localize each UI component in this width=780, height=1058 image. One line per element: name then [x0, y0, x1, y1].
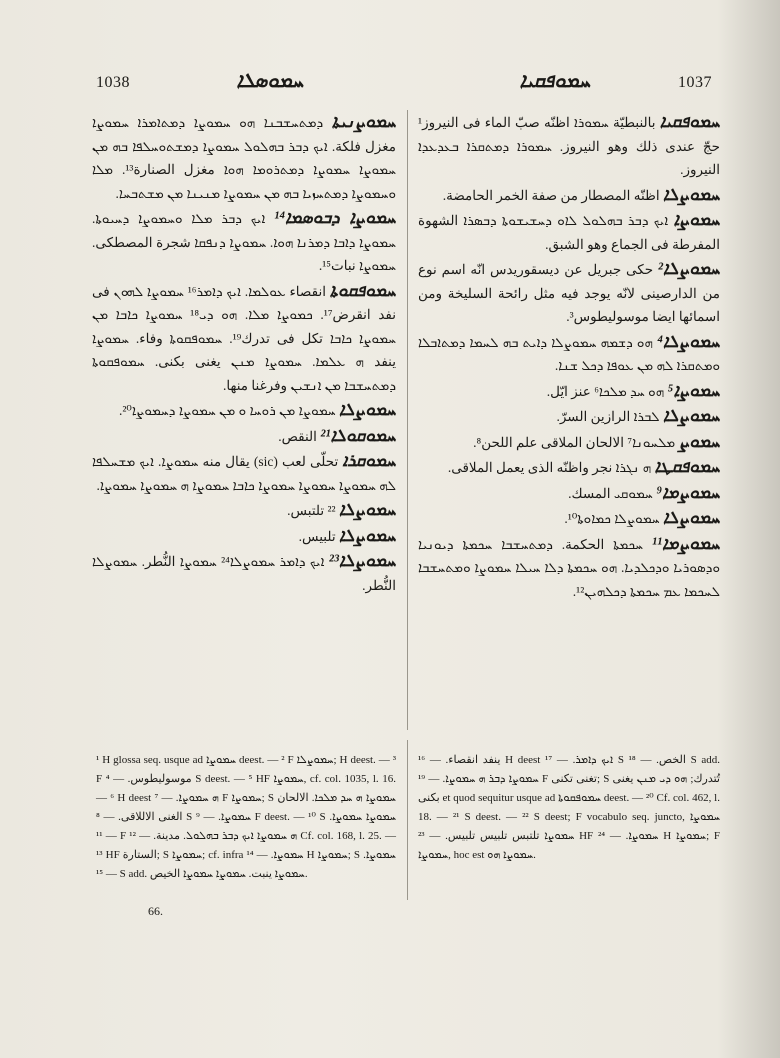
dictionary-entry: [418, 110, 720, 182]
dictionary-entry: [418, 506, 720, 531]
entry-headword: ܚܡܘܨܠܐ²³: [328, 551, 396, 570]
footnote-block: ¹ H glossa seq. usque ad ܚܡܘܨܐ deest. — ² F ܚܡܘܨܠܐ; H deest. — ³ F موسوليطوس. — ⁴ S deest. — ⁵ HF ܚܡܘܨܐ, cf. col. 1035, l. 16. — ⁶ H deest ܗ ܚܡܘܨܐ. — ⁷ F ܚܡܘܨܐ; S ܚܡܘܨܐ ܗ ܚܕ ܡܠܟܐ. الالحان الغنى الاللاقى. — ⁸ S ܚܡܘܨܐ. — ⁹ F deest. — ¹⁰ S ܚܡܘܨܐ ܚܡܘܨܐ. — ¹¹ F ܗ ܚܡܘܨܐ ܐܝܟ ܕܒܪ ܒܗܠܘܠ. مدينة. — ¹² Cf. col. 168, l. 25. — ¹³ HF الستارة; S ܚܡܘܨܐ; cf. infra ܚܡܘܨܐ. — ¹⁴ H ܚܡܘܨܐ; S ܚܡܘܨܐ. — ¹⁵ S add. ܚܡܘܨܐ ينبت. ܚܡܘܨܐ ܚܡܘܨܐ الخيص.: [96, 754, 397, 880]
entry-headword: ܚܡܘܩܪܐ: [342, 451, 396, 470]
dictionary-entry: [418, 183, 720, 208]
right-column: [418, 110, 720, 604]
right-running-head: ܚܡܘܦܩܝܐ: [519, 70, 591, 92]
dictionary-entry: [92, 498, 396, 523]
dictionary-entry: [418, 455, 720, 480]
entry-text: حكى جبريل عن ديسقوريدس انّه اسم نوع من الدارصينى لانّه يوجد فيه مثل رائحة السليخة ومن اسمائها ايضا موسوليطوس³.: [418, 262, 720, 324]
left-running-head: ܚܡܘܣܠܐ: [236, 70, 304, 92]
page-header: [0, 70, 780, 100]
entry-text: ܐܝܟ ܕܒܪ ܒܗܠܘܠ ܠܐܘ ܕܚܫܝܫܘܬܐ ܕܒܣܪܐ الشهوة المفرطة فى الجماع وهو الشبق.: [418, 213, 720, 252]
left-page-number: 1038: [96, 74, 130, 91]
entry-text: ܗ ܢܓܪܐ نجر واظنّه الذى يعمل الملاقى.: [447, 460, 652, 475]
dictionary-entry: [418, 404, 720, 429]
column-divider: [407, 110, 408, 730]
entry-text: انقصاء ܥܘܠܡܐ. ܐܝܟ ܕܐܡܪ¹⁶ ܚܡܘܨܐ ܠܗܘܢ فى نفد انقرض¹⁷. ܟܡܘܨܐ ܡܠܐ. ܗܘ ܕܝ¹⁸ ܚܡܘܨܐ ܟܐܒܐ ܡܢ ܚܡܘܨܐ ܟܐܒܐ تكل فى تدرك¹⁹. ܚܡܘܦܩܘܬܐ وفاء. ܚܡܘܨܐ ينفد ܗ ܥܠܡܐ. ܚܡܘܨܐ ܡܢܢ يغنى بكنى. ܚܡܘܦܩܘܬܐ ܕܡܬܚܫܒܐ ܡܢ ܐܢܫܝܢ وفرغنا منها.: [92, 283, 396, 393]
entry-headword: ܚܡܘܨܠܐ: [662, 508, 720, 527]
entry-headword: ܚܡܘܨܠܐ: [662, 184, 720, 204]
entry-headword: ܚܡܘܨܠܐ: [338, 500, 396, 519]
footnotes-left: [96, 740, 396, 895]
signature-mark: 66.: [148, 904, 163, 918]
footnote-block: ينفد انقصاء. — ¹⁶ H deest ܐܝܟ ܕܐܡܪ. — ¹⁷ S الخص. — ¹⁸ S add. ܚܡܘܨܐ ܕܒܪ ܗ ܚܡܘܨܐ. — ¹⁹ F تغنى تكنى; S تُتدرك; ܗܘ ܕܝ ܡܢܢ يغنى بكنى et quod sequitur usque ad ܚܡܘܦܩܘܬܐ deest. — ²⁰ Cf. col. 462, l. 18. — ²¹ S deest. — ²² S deest; F vocabulo seq. juncto, ܚܡܘܨܐ ܚܡܘܨܐ تلتبس تلبيس تلبيس. — ²³ HF ܚܡܘܨܐ. — ²⁴ H ܚܡܘܨܐ; F ܚܡܘܨܐ, hoc est ܚܡܘܨܐ ܗܘ.: [418, 754, 721, 861]
entry-text: ܐܝܟ ܕܐܡܪ ܚܡܘܨܠܐ²⁴ ܚܡܘܨܐ النُّطر. ܚܡܘܨܠܐ النُّطر.: [92, 554, 396, 593]
entry-headword: ܚܡܘܨܢܝܬܐ: [331, 112, 397, 131]
dictionary-entry: [92, 206, 396, 278]
entry-text: بالنبطيّة ܚܡܘܪܐ اظنّه صبّ الماء فى النيروز¹ حجّ عندى ذلك وهو النيروز. ܚܡܘܪܐ ܕܡܬܩܪܐ ܒܥܕܥܕܐ النيروز.: [418, 115, 720, 177]
dictionary-entry: [418, 257, 720, 329]
entry-headword: ܚܡܘܨܠܐ: [662, 406, 720, 425]
right-page-number: 1037: [678, 74, 712, 91]
entry-text: ܚܡܘܨܐ ܡܢ ܪܘܚܐ ܘ ܡܢ ܚܡܘܨܐ ܕܚܡܘܨܐ²⁰.: [118, 403, 336, 418]
dictionary-entry: [92, 424, 396, 449]
footnotes-right: [418, 740, 720, 876]
entry-text: ܕܡܬܚܫܒܢܐ ܗܘ ܚܡܘܨܐ ܕܡܬܐܡܪܐ ܚܡܘܨܐ مغزل فلكة. ܐܝܟ ܕܒܪ ܒܗܠܘܠ ܚܡܘܨܐ ܕܡܫܬܘܚܠܦܐ ܒܗ ܡܢ ܚܡܘܨܐ ܚܡܘܨܐ ܕܡܬܪܘܡܐ ܗܘܐ مغزل الصنارة¹³. ܡܠܐ ܘܚܡܘܨܐ ܕܡܬܚܙܝܐ ܒܗ ܡܢ ܚܡܘܨܐ ܡܢܝܢܐ ܡܢ ܡܫܬܒܚܐ.: [92, 115, 396, 201]
dictionary-entry: [418, 208, 720, 256]
entry-text: ܡܠܚܘܢܐ⁷ الالحان الملاقى علم اللحن⁸.: [473, 434, 676, 450]
dictionary-entry: [418, 330, 720, 378]
entry-headword: ܚܡܘܨ: [678, 431, 720, 451]
entry-text: تلبيس.: [298, 528, 336, 544]
dictionary-entry: [92, 449, 396, 497]
dictionary-entry: [92, 524, 396, 549]
dictionary-entry: [92, 279, 396, 398]
entry-text: ܚܡܘܨܠܐ ܟܡܐܘܬܐ¹⁰.: [564, 511, 660, 526]
left-column: [92, 110, 396, 598]
dictionary-entry: [418, 532, 720, 604]
entry-headword: ܚܡܘܦܩܝܐ: [659, 112, 720, 131]
dictionary-entry: [92, 110, 396, 205]
entry-headword: ܚܡܘܨܠܐ: [338, 525, 396, 545]
footnote-divider: [407, 740, 408, 900]
entry-text: ܚܡܘܩܝ المسك.: [568, 485, 653, 501]
dictionary-entry: [418, 481, 720, 506]
entry-headword: ܚܡܘܨܐ: [673, 210, 720, 229]
entry-text: النقص.: [278, 428, 317, 444]
entry-headword: ܚܡܘܦܩܘܬܐ: [329, 280, 396, 300]
entry-headword: ܚܡܘܨܡܐ⁹: [656, 482, 720, 502]
dictionary-entry: [418, 430, 720, 455]
dictionary-entry: [92, 549, 396, 597]
entry-text: اظنّه المصطار من صفة الخمر الحامضة.: [442, 187, 660, 203]
entry-headword: ܚܡܘܨܡܐ¹¹: [651, 533, 720, 553]
dictionary-entry: [92, 398, 396, 423]
entry-text: ܠܒܪܐ الرازين السرّ.: [556, 409, 660, 424]
entry-text: ܗܘ ܕܫܡܗ ܚܡܘܨܠܐ ܕܐܝܬ ܒܗ ܠܚܡܐ ܕܡܬܐܒܠܐ ܘܡܬܩܪܐ ܠܗ ܡܢ ܥܘܦܐ ܕܟܠ ܫܢܐ.: [418, 334, 720, 373]
entry-headword: ܚܡܘܦܩܛܐ: [654, 457, 720, 476]
entry-text: ܐܝܟ ܕܒܪ ܡܠܐ ܘܚܡܘܨܐ ܕܚܝܘܬܐ. ܚܡܘܨܐ ܕܐܒܐ ܕܡܪܢܐ ܗܘܐ. ܚܡܘܨܐ ܕܢܦܩܐ شجرة المصطكى. ܚܡܘܨܐ نبات¹⁵.: [92, 211, 396, 273]
entry-headword: ܚܡܘܨܐ⁵: [667, 380, 720, 400]
entry-text: ²² تلتبس.: [287, 503, 336, 518]
entry-headword: ܚܡܘܨܠܐ⁴: [657, 331, 720, 351]
entry-headword: ܚܡܘܨܠܐ²: [657, 259, 721, 278]
entry-headword: ܚܡܘܩܘܠܐ²¹: [320, 425, 396, 445]
entry-text: ܚܟܡܬܐ الحكمة. ܕܡܬܚܫܒܐ ܚܟܡܬܐ ܕܝܘܢܝܐ ܘܕܣܘܪܝܐ ܘܕܟܠܕܝܐ. ܗܘ ܚܟܡܬܐ ܕܠܐ ܚܝܠܐ ܚܡܘܨܐ ܘܡܬܚܫܒܐ ܠܚܟܡܐ ܥܡ ܚܟܡܬܐ ܕܟܠܗܝܢ¹².: [418, 536, 720, 599]
entry-text: تحلّى لعب (sic) يقال منه ܚܡܘܨܐ. ܐܝܟ ܡܫܚܠܦܐ ܠܗ ܚܡܘܨܐ ܚܡܘܨܐ ܚܡܘܨܐ ܟܐܒܐ ܚܡܘܨܐ ܗ ܚܡܘܨܐ ܚܡܘܨܐ.: [92, 454, 396, 493]
entry-headword: ܚܡܘܨܠܐ: [338, 400, 396, 419]
dictionary-entry: [418, 379, 720, 404]
entry-text: ܗܘ ܚܕ ܡܠܟܐ⁶ عنز ايّل.: [546, 383, 665, 399]
entry-headword: ܚܡܘܨܐ ܕܒܘܣܡܐ¹⁴: [274, 208, 396, 227]
